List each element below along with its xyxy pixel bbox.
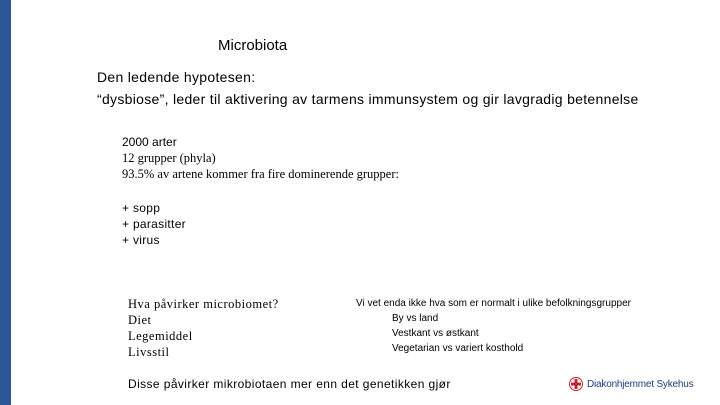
stats-list — [122, 134, 399, 182]
hospital-logo — [569, 377, 693, 391]
footer-note: Disse påvirker mikrobiotaen mer enn det genetikken gjør — [128, 377, 451, 391]
stats-item: 2000 arter — [122, 135, 177, 149]
influence-item: Legemiddel — [128, 329, 193, 343]
hypothesis-block — [97, 66, 639, 110]
hypothesis-text: “dysbiose”, leder til aktivering av tarmens immunsystem og gir lavgradig betennelse — [97, 91, 639, 107]
normal-block — [356, 296, 631, 356]
normal-item: By vs land — [392, 313, 439, 324]
influence-list — [128, 296, 279, 360]
influence-item: Livsstil — [128, 345, 170, 359]
cross-icon — [569, 377, 583, 391]
normal-item: Vegetarian vs variert kosthold — [392, 343, 524, 354]
extras-list — [122, 200, 186, 248]
slide-title: Microbiota — [218, 37, 288, 54]
stats-item: 93.5% av artene kommer fra fire dominerende grupper: — [122, 167, 399, 181]
stats-item: 12 grupper (phyla) — [122, 151, 216, 165]
logo-text: Diakonhjemmet Sykehus — [587, 378, 694, 390]
hypothesis-heading: Den ledende hypotesen: — [97, 69, 256, 85]
extras-item: + virus — [122, 233, 160, 247]
influence-question: Hva påvirker microbiomet? — [128, 297, 279, 311]
extras-item: + sopp — [122, 201, 161, 215]
influence-item: Diet — [128, 313, 152, 327]
normal-heading: Vi vet enda ikke hva som er normalt i ulike befolkningsgrupper — [356, 298, 631, 309]
normal-item: Vestkant vs østkant — [392, 328, 479, 339]
extras-item: + parasitter — [122, 217, 186, 231]
left-accent-bar — [0, 0, 11, 405]
